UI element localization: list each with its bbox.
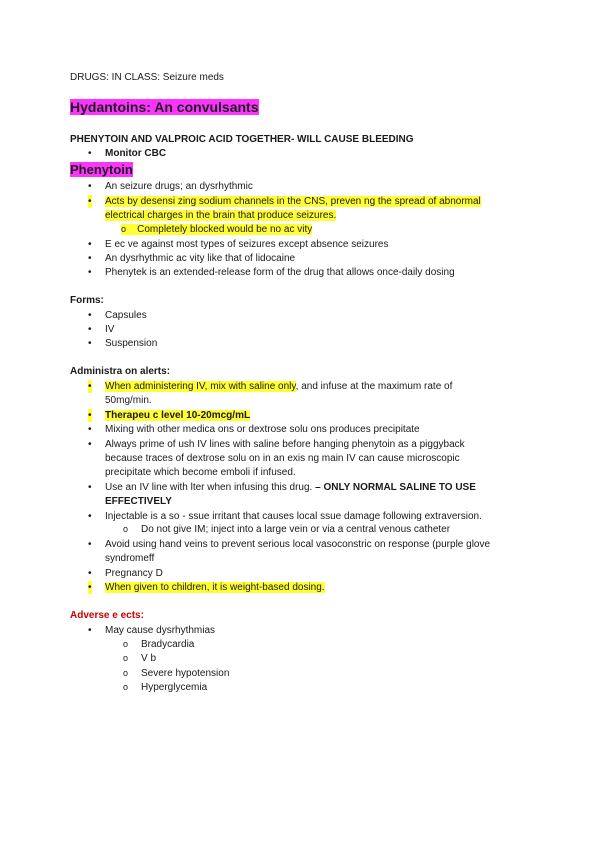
drug-item: An dysrhythmic ac vity like that of lidocaine — [105, 253, 296, 264]
circle-bullet-icon: o — [123, 668, 129, 678]
page-header: DRUGS: IN CLASS: Seizure meds — [70, 72, 224, 83]
admin-item-cont: because traces of dextrose solu on in an exis ng main IV can cause microscopic — [105, 453, 460, 464]
drug-item: E ec ve against most types of seizures except absence seizures — [105, 239, 389, 250]
bullet-icon: • — [88, 267, 92, 278]
bullet-icon: • — [88, 424, 92, 435]
drug-subitem — [121, 223, 312, 236]
admin-item-bold: – ONLY NORMAL SALINE TO USE — [315, 482, 476, 493]
admin-heading: Administra on alerts: — [70, 366, 171, 377]
form-item: Capsules — [105, 310, 147, 321]
form-item: IV — [105, 324, 115, 335]
bullet-icon: • — [88, 582, 92, 593]
bullet-icon: • — [88, 410, 92, 421]
bullet-icon: • — [88, 253, 92, 264]
title-text: Hydantoins: An convulsants — [70, 99, 259, 115]
bullet-icon: • — [88, 148, 92, 159]
admin-item-highlight: When given to children, it is weight-based dosing. — [105, 582, 325, 593]
drug-item-cont — [105, 209, 336, 222]
bullet-icon: • — [88, 196, 92, 207]
bullet-icon: • — [88, 324, 92, 335]
forms-heading: Forms: — [70, 295, 104, 306]
admin-item: Pregnancy D — [105, 568, 163, 579]
interaction-warning: PHENYTOIN AND VALPROIC ACID TOGETHER- WILL CAUSE BLEEDING — [70, 134, 414, 145]
adverse-subitem: Bradycardia — [141, 639, 195, 650]
bullet-icon: • — [88, 568, 92, 579]
admin-item-highlight: When administering IV, mix with saline only — [105, 381, 296, 392]
adverse-subitem: Severe hypotension — [141, 668, 230, 679]
drug-item: An seizure drugs; an dysrhythmic — [105, 181, 253, 192]
adverse-subitem: Hyperglycemia — [141, 682, 208, 693]
admin-item-text: , and infuse at the maximum rate of — [295, 381, 453, 392]
admin-item-cont: EFFECTIVELY — [105, 496, 172, 507]
admin-item: Mixing with other medica ons or dextrose solu ons produces precipitate — [105, 424, 420, 435]
warning-bullet: Monitor CBC — [105, 148, 167, 159]
admin-item — [105, 581, 325, 594]
drug-item — [105, 195, 481, 208]
circle-bullet-icon: o — [123, 639, 129, 649]
drug-item-text: Acts by desensi zing sodium channels in the CNS, preven ng the spread of abnormal — [105, 196, 481, 207]
admin-item: Injectable is a so - ssue irritant that causes local ssue damage following extraversion. — [105, 511, 482, 522]
admin-item — [105, 481, 476, 494]
drug-heading — [70, 162, 133, 178]
adverse-subitem: V b — [141, 653, 157, 664]
bullet-icon: • — [88, 511, 92, 522]
admin-item-cont: syndromeff — [105, 553, 155, 564]
bullet-icon: • — [88, 539, 92, 550]
circle-bullet-icon: o — [121, 224, 127, 234]
admin-item-cont: 50mg/min. — [105, 395, 152, 406]
section-title — [70, 98, 259, 116]
admin-item: Always prime of ush IV lines with saline before hanging phenytoin as a piggyback — [105, 439, 465, 450]
drug-subitem-text: Completely blocked would be no ac vity — [137, 224, 313, 235]
bullet-icon: • — [88, 381, 92, 392]
bullet-icon: • — [88, 310, 92, 321]
admin-item — [105, 380, 452, 393]
admin-item: Avoid using hand veins to prevent serious local vasoconstric on response (purple glove — [105, 539, 491, 550]
admin-item-cont: precipitate which become emboli if infused. — [105, 467, 296, 478]
bullet-icon: • — [88, 338, 92, 349]
form-item: Suspension — [105, 338, 158, 349]
drug-heading-text: Phenytoin — [70, 162, 133, 177]
bullet-icon: • — [88, 181, 92, 192]
drug-item: Phenytek is an extended-release form of the drug that allows once-daily dosing — [105, 267, 455, 278]
admin-item — [105, 409, 250, 422]
bullet-icon: • — [88, 239, 92, 250]
admin-subitem: Do not give IM; inject into a large vein or via a central venous catheter — [141, 524, 451, 535]
adverse-heading: Adverse e ects: — [70, 610, 144, 621]
bullet-icon: • — [88, 439, 92, 450]
circle-bullet-icon: o — [123, 682, 129, 692]
circle-bullet-icon: o — [123, 524, 129, 534]
admin-item-highlight: Therapeu c level 10-20mcg/mL — [105, 410, 251, 421]
admin-item-text: Use an IV line with lter when infusing this drug. — [105, 482, 316, 493]
adverse-item: May cause dysrhythmias — [105, 625, 216, 636]
bullet-icon: • — [88, 482, 92, 493]
circle-bullet-icon: o — [123, 653, 129, 663]
drug-item-text: electrical charges in the brain that produce seizures. — [105, 210, 337, 221]
bullet-icon: • — [88, 625, 92, 636]
